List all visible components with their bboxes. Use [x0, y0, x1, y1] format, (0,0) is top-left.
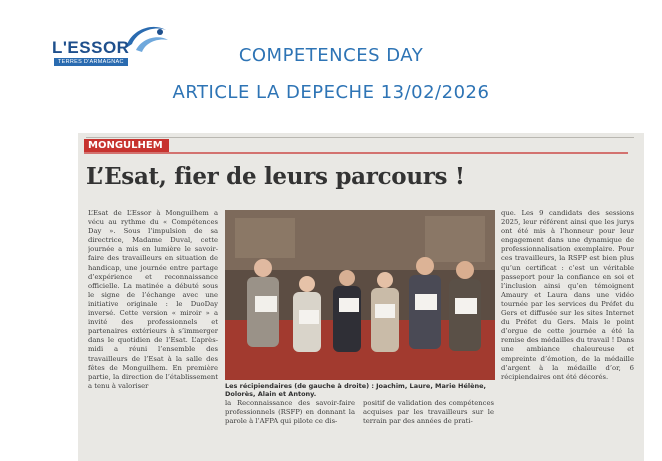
photo-caption-names: Joachim, Laure, Marie Hélène, Dolorès, Alain et Antony.	[225, 382, 486, 398]
article-rubric: MONGULHEM	[84, 139, 169, 152]
logo-tagline: TERRES D'ARMAGNAC	[54, 58, 128, 66]
group-photo-illustration	[225, 210, 495, 380]
page-title: COMPETENCES DAY	[238, 45, 424, 66]
photo-caption	[225, 382, 495, 398]
article-column-1: L’Esat de L’Essor à Monguilhem a vécu au rythme du « Compétences Day ». Sous l’impulsion de sa directrice, Madame Duval, cette journée a mis en lumière le savoir-faire des travailleurs en situation de handicap, une journée entre partage d’expérience et reconnaissance officielle. La matinée a débuté sous le signe de l’échange avec une initiative originale : le DuoDay inversé. Cette version « miroir » a invité des professionnels et partenaires extérieurs à s’immerger dans le quotidien de l’Esat. L’après-midi a réuni l’ensemble des travailleurs de l’Esat à la salle des fêtes de Monguilhem. En première partie, la direction de l’établissement a tenu à valoriser	[88, 209, 218, 390]
rubric-divider	[84, 152, 628, 154]
clipping-top-rule	[86, 137, 634, 138]
page-subtitle: ARTICLE LA DEPECHE 13/02/2026	[172, 82, 490, 103]
group-photo	[225, 210, 495, 380]
article-headline: L’Esat, fier de leurs parcours !	[86, 163, 465, 190]
article-column-2: la Reconnaissance des savoir-faire professionnels (RSFP) en donnant la parole à l’AFPA qui pilote ce dis-	[225, 399, 355, 426]
photo-caption-lead: Les récipiendaires (de gauche à droite) :	[225, 382, 374, 390]
article-column-3: positif de validation des compétences acquises par les travailleurs sur le terrain par des années de prati-	[363, 399, 494, 426]
newspaper-clipping	[78, 133, 644, 461]
logo-name: L'ESSOR	[52, 38, 130, 57]
article-column-4: que. Les 9 candidats des sessions 2025, leur référent ainsi que les jurys ont été mis à l’honneur pour leur engagement dans une dynamique de professionnalisation exemplaire. Pour ces travailleurs, la RSFP est bien plus qu’un certificat : c’est un véritable passeport pour la confiance en soi et l’inclusion ainsi qu’en témoignent Amaury et Laura dans une vidéo tournée par les services du Préfet du Gers et diffusée sur les sites Internet du Préfet du Gers. Mais le point d’orgue de cette journée a été la remise des médailles du travail ! Dans une ambiance chaleureuse et empreinte d’émotion, de la médaille d’argent à la médaille d’or, 6 récipiendaires ont été décorés.	[501, 209, 634, 381]
